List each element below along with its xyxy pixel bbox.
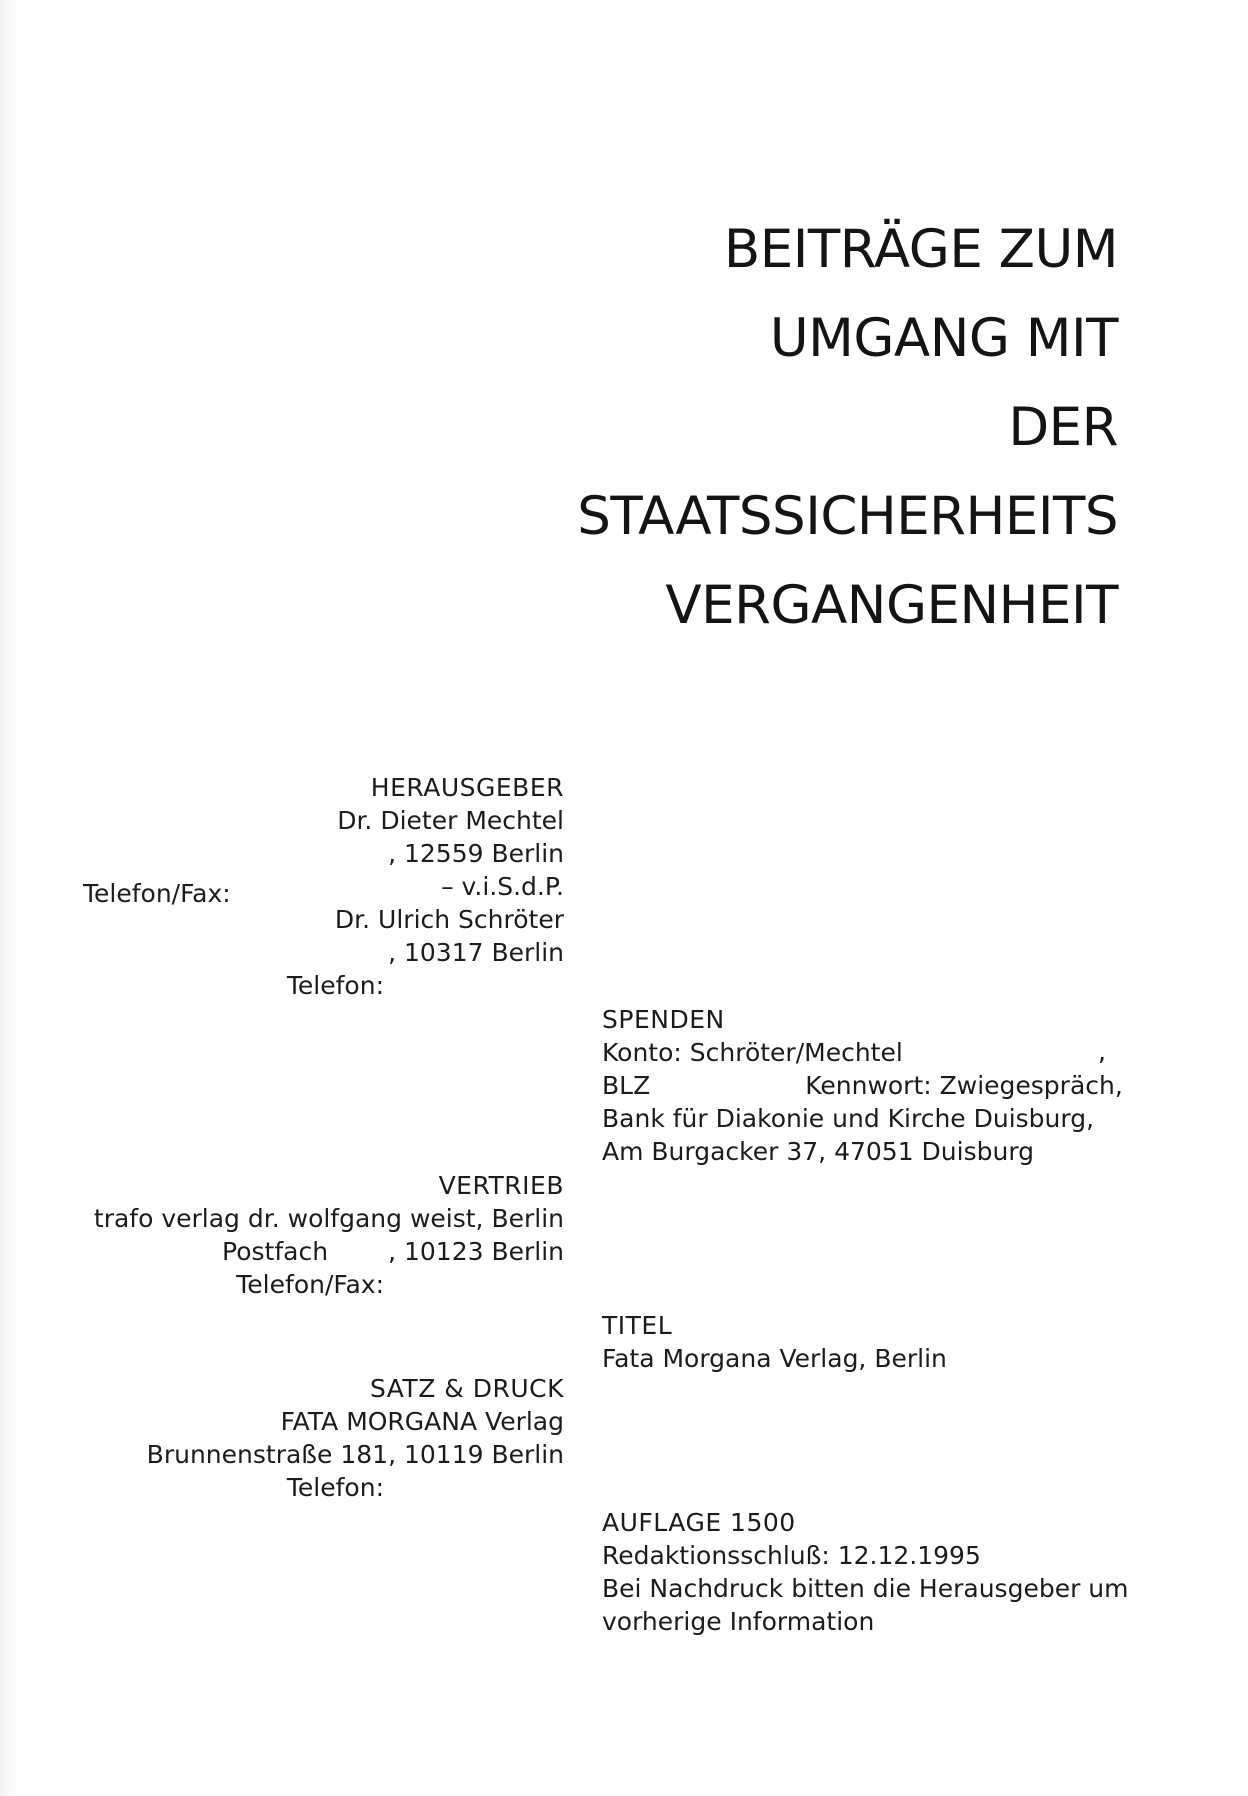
satz-druck-telefon-line [147, 1471, 564, 1504]
vertrieb-publisher: trafo verlag dr. wolfgang weist, Berlin [93, 1204, 564, 1233]
titel-section [602, 1309, 947, 1375]
satz-druck-heading: SATZ & DRUCK [369, 1374, 564, 1403]
telefon-label-text: Telefon: [286, 971, 384, 1000]
vertrieb-postfach: Postfach [222, 1237, 329, 1266]
herausgeber-address-2: , 10317 Berlin [388, 938, 564, 967]
herausgeber-name-2: Dr. Ulrich Schröter [334, 905, 564, 934]
vertrieb-telfax-label: Telefon/Fax: [236, 1270, 384, 1299]
auflage-note-line-2: vorherige Information [602, 1607, 875, 1636]
auflage-redaktionsschluss: Redaktionsschluß: 12.12.1995 [602, 1541, 981, 1570]
vertrieb-heading: VERTRIEB [438, 1171, 564, 1200]
vertrieb-telfax-line [94, 1268, 564, 1301]
herausgeber-section [287, 771, 564, 1002]
herausgeber-heading: HERAUSGEBER [370, 773, 564, 802]
spenden-konto-comma: , [1098, 1037, 1106, 1066]
page-title [577, 205, 1118, 650]
spenden-section [602, 1003, 1123, 1168]
title-line-1: BEITRÄGE ZUM [723, 219, 1118, 280]
satz-druck-telefon-label: Telefon: [286, 1473, 384, 1502]
vertrieb-section [94, 1169, 564, 1301]
title-line-4: STAATSSICHERHEITS [577, 486, 1118, 547]
spenden-bank: Bank für Diakonie und Kirche Duisburg, [602, 1104, 1095, 1133]
title-line-2: UMGANG MIT [769, 308, 1118, 369]
herausgeber-telefon-label [287, 969, 564, 1002]
auflage-section [602, 1506, 1129, 1638]
satz-druck-address: Brunnenstraße 181, 10119 Berlin [146, 1440, 564, 1469]
auflage-heading: AUFLAGE 1500 [602, 1508, 796, 1537]
titel-value: Fata Morgana Verlag, Berlin [602, 1344, 947, 1373]
vertrieb-city: , 10123 Berlin [388, 1237, 564, 1266]
herausgeber-name-1: Dr. Dieter Mechtel [337, 806, 564, 835]
titel-heading: TITEL [602, 1311, 673, 1340]
spenden-kennwort: Kennwort: Zwiegespräch, [805, 1071, 1123, 1100]
page-edge [0, 0, 18, 1796]
auflage-note-line-1: Bei Nachdruck bitten die Herausgeber um [602, 1574, 1129, 1603]
spenden-heading: SPENDEN [602, 1005, 725, 1034]
spenden-blz: BLZ [602, 1071, 651, 1100]
satz-druck-section [147, 1372, 564, 1504]
vertrieb-postfach-line [94, 1235, 564, 1268]
herausgeber-telfax-label: Telefon/Fax: [83, 879, 231, 908]
title-line-5: VERGANGENHEIT [665, 575, 1118, 636]
herausgeber-address-1: , 12559 Berlin [388, 839, 564, 868]
title-line-3: DER [1008, 397, 1118, 458]
spenden-bank-address: Am Burgacker 37, 47051 Duisburg [602, 1137, 1035, 1166]
satz-druck-company: FATA MORGANA Verlag [280, 1407, 564, 1436]
spenden-blz-line [602, 1069, 1123, 1102]
spenden-konto: Konto: Schröter/Mechtel [602, 1038, 903, 1067]
herausgeber-visdp: – v.i.S.d.P. [441, 872, 564, 901]
